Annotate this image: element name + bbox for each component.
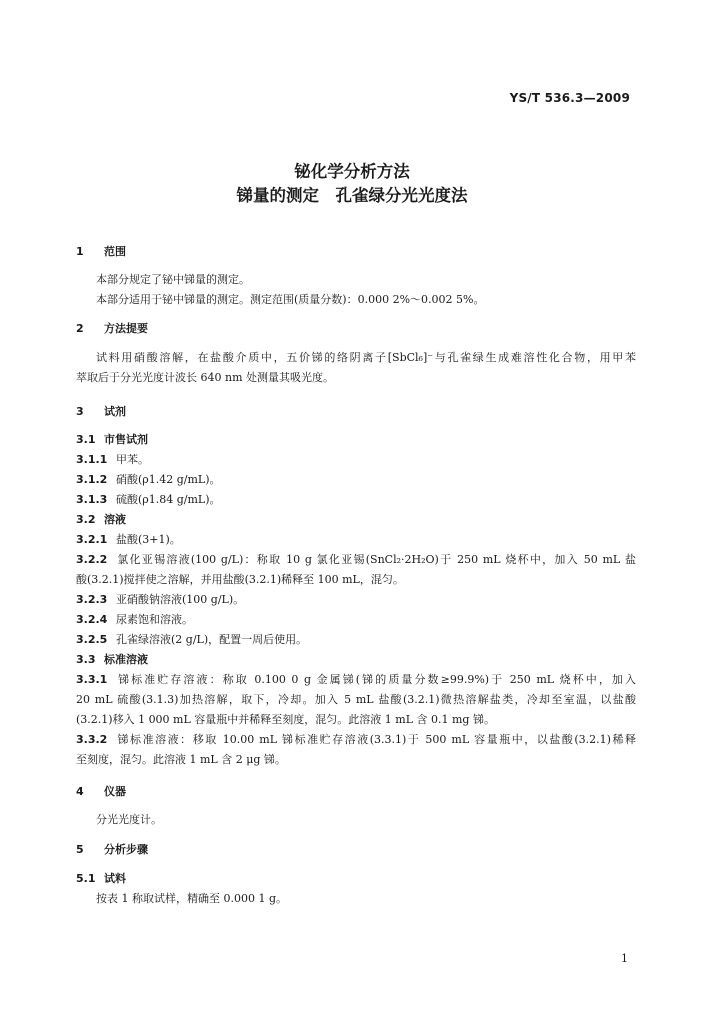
section-5-heading: [76, 842, 636, 858]
section-1-heading: [76, 244, 636, 260]
item-number: 3.2.1: [76, 533, 108, 546]
item-3-3-1-line-1: [76, 672, 636, 688]
subsection-3-2-heading: [76, 512, 636, 528]
section-title: 试剂: [104, 405, 126, 418]
item-number: 3.1.1: [76, 453, 108, 466]
item-text: 硫酸(ρ1.84 g/mL)。: [116, 493, 221, 506]
section-title: 方法提要: [104, 322, 148, 335]
subsection-5-1-para-1: 按表 1 称取试样，精确至 0.000 1 g。: [96, 892, 288, 905]
page-number: 1: [621, 952, 628, 965]
item-3-3-2-line-1: [76, 732, 636, 748]
item-number: 3.3.2: [76, 733, 108, 746]
item-3-3-1-line-3: (3.2.1)移入 1 000 mL 容量瓶中并稀释至刻度，混匀。此溶液 1 mL 含 0.1 mg 锑。: [76, 713, 495, 726]
item-number: 3.2.4: [76, 613, 108, 626]
subsection-title: 试料: [104, 872, 126, 885]
section-title: 仪器: [104, 785, 126, 798]
section-1-para-2: 本部分适用于铋中锑量的测定。测定范围(质量分数)：0.000 2%～0.002 5%。: [96, 293, 485, 306]
item-3-1-2: [76, 472, 636, 488]
section-4-heading: [76, 784, 636, 800]
item-number: 3.3.1: [76, 673, 108, 686]
title-line-1: 铋化学分析方法: [294, 162, 410, 181]
subsection-number: 3.3: [76, 653, 96, 666]
item-text: 氯化亚锡溶液(100 g/L)：称取 10 g 氯化亚锡(SnCl₂·2H₂O)于 250 mL 烧杯中，加入 50 mL 盐: [116, 553, 636, 566]
section-title: 范围: [104, 245, 126, 258]
item-3-1-3: [76, 492, 636, 508]
section-2-para-line-2: 萃取后于分光光度计波长 640 nm 处测量其吸光度。: [76, 371, 334, 384]
item-3-2-4: [76, 612, 636, 628]
item-number: 3.2.5: [76, 633, 108, 646]
section-number: 5: [76, 843, 84, 856]
subsection-3-3-heading: [76, 652, 636, 668]
item-3-2-2-line-1: [76, 552, 636, 568]
section-number: 1: [76, 245, 84, 258]
item-text: 锑标准溶液：移取 10.00 mL 锑标准贮存溶液(3.3.1)于 500 mL 容量瓶中，以盐酸(3.2.1)稀释: [116, 733, 636, 746]
subsection-number: 5.1: [76, 872, 96, 885]
section-number: 3: [76, 405, 84, 418]
item-text: 甲苯。: [116, 453, 149, 466]
item-3-1-1: [76, 452, 636, 468]
item-number: 3.2.2: [76, 553, 108, 566]
section-number: 2: [76, 322, 84, 335]
section-3-heading: [76, 404, 636, 420]
subsection-5-1-heading: [76, 871, 636, 887]
item-text: 尿素饱和溶液。: [116, 613, 193, 626]
section-1-para-1: 本部分规定了铋中锑量的测定。: [96, 273, 250, 286]
section-4-para-1: 分光光度计。: [96, 813, 162, 826]
section-2-para-line-1: 试料用硝酸溶解，在盐酸介质中，五价锑的络阴离子[SbCl₆]⁻与孔雀绿生成难溶性化合物，用甲苯: [96, 351, 636, 364]
item-number: 3.2.3: [76, 593, 108, 606]
section-2-heading: [76, 321, 636, 337]
item-text: 亚硝酸钠溶液(100 g/L)。: [116, 593, 245, 606]
subsection-number: 3.1: [76, 433, 96, 446]
item-text: 孔雀绿溶液(2 g/L)，配置一周后使用。: [116, 633, 308, 646]
item-text: 锑标准贮存溶液：称取 0.100 0 g 金属锑(锑的质量分数≥99.9%)于 250 mL 烧杯中，加入: [116, 673, 636, 686]
item-text: 盐酸(3+1)。: [116, 533, 181, 546]
title-line-2: 锑量的测定 孔雀绿分光光度法: [236, 186, 468, 205]
subsection-number: 3.2: [76, 513, 96, 526]
subsection-title: 溶液: [104, 513, 126, 526]
subsection-title: 标准溶液: [104, 653, 148, 666]
item-number: 3.1.2: [76, 473, 108, 486]
item-3-2-3: [76, 592, 636, 608]
item-3-3-1-line-2: 20 mL 硫酸(3.1.3)加热溶解，取下，冷却。加入 5 mL 盐酸(3.2.1)微热溶解盐类，冷却至室温，以盐酸: [76, 693, 636, 706]
standard-code: YS/T 536.3—2009: [509, 91, 630, 105]
section-title: 分析步骤: [104, 843, 148, 856]
subsection-3-1-heading: [76, 432, 636, 448]
item-3-2-2-line-2: 酸(3.2.1)搅拌使之溶解，并用盐酸(3.2.1)稀释至 100 mL，混匀。: [76, 573, 404, 586]
item-3-2-5: [76, 632, 636, 648]
section-number: 4: [76, 785, 84, 798]
item-3-3-2-line-2: 至刻度，混匀。此溶液 1 mL 含 2 μg 锑。: [76, 753, 286, 766]
item-3-2-1: [76, 532, 636, 548]
item-text: 硝酸(ρ1.42 g/mL)。: [116, 473, 221, 486]
item-number: 3.1.3: [76, 493, 108, 506]
subsection-title: 市售试剂: [104, 433, 148, 446]
